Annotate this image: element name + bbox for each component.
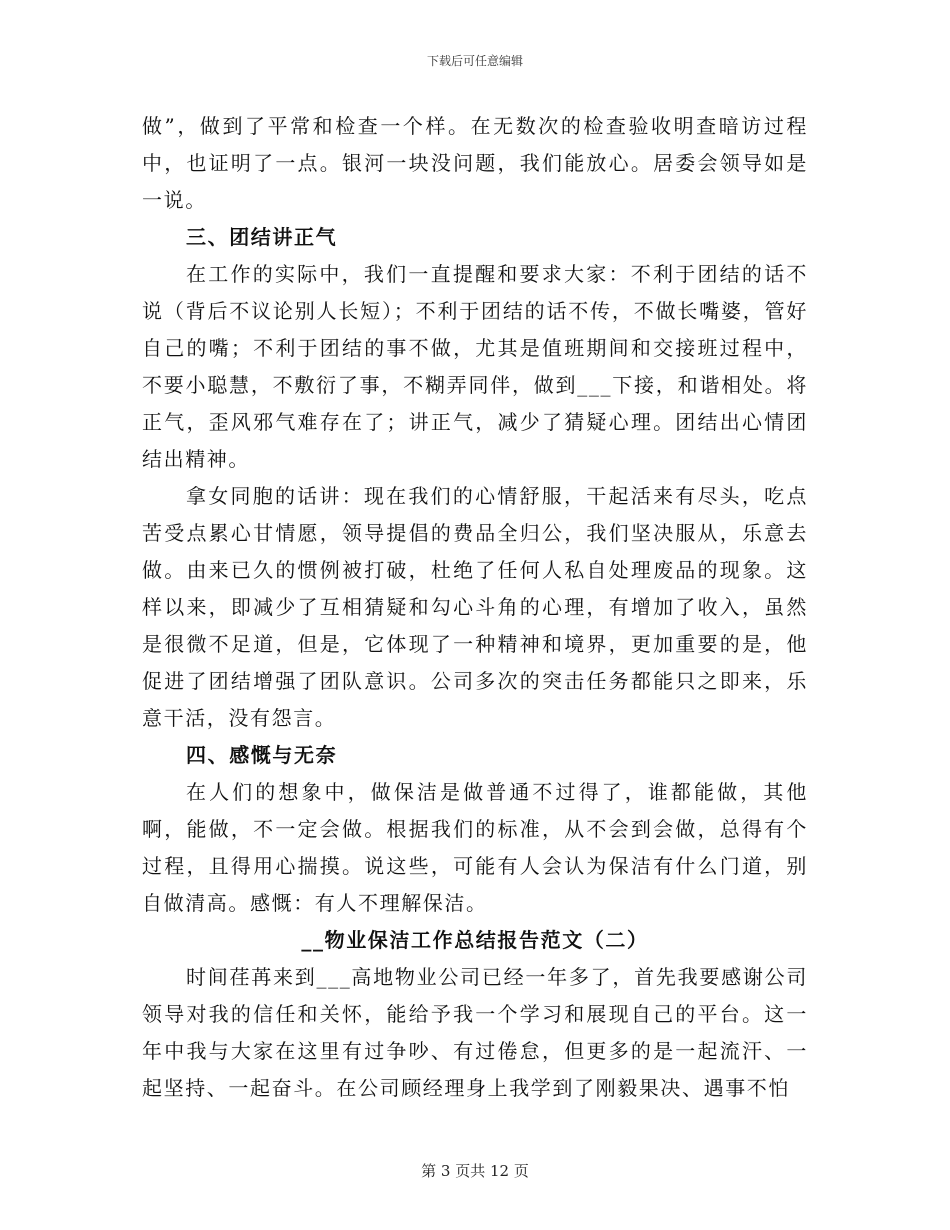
section-heading-reflection: 四、感慨与无奈 [186, 743, 338, 767]
paragraph-report-two-intro: 时间荏苒来到___高地物业公司已经一年多了，首先我要感谢公司领导对我的信任和关怀，能给予我一个学习和展现自己的平台。这一年中我与大家在这里有过争吵、有过倦怠，但更多的是一起流汗、一起坚持、一起奋斗。在公司顾经理身上我学到了刚毅果决、遇事不怕 [142, 965, 808, 1100]
paragraph-reflection: 在人们的想象中，做保洁是做普通不过得了，谁都能做，其他啊，能做，不一定会做。根据我们的标准，从不会到会做，总得有个过程，且得用心揣摸。说这些，可能有人会认为保洁有什么门道，别自做清高。感慨：有人不理解保洁。 [142, 780, 808, 915]
document-body [142, 108, 808, 1107]
page-number: 第 3 页共 12 页 [421, 1162, 529, 1180]
section-heading-unity: 三、团结讲正气 [186, 225, 338, 249]
page-header-note: 下载后可任意编辑 [426, 54, 523, 68]
paragraph-unity-practice: 在工作的实际中，我们一直提醒和要求大家：不利于团结的话不说（背后不议论别人长短）；不利于团结的话不传，不做长嘴婆，管好自己的嘴；不利于团结的事不做，尤其是值班期间和交接班过程中，不要小聪慧，不敷衍了事，不糊弄同伴，做到___下接，和谐相处。将正气，歪风邪气难存在了；讲正气，减少了猜疑心理。团结出心情团结出精神。 [142, 262, 808, 471]
document-section-title: __物业保洁工作总结报告范文（二） [301, 928, 649, 952]
paragraph-colleague-words: 拿女同胞的话讲：现在我们的心情舒服，干起活来有尽头，吃点苦受点累心甘情愿，领导提倡的费品全归公，我们坚决服从，乐意去做。由来已久的惯例被打破，杜绝了任何人私自处理废品的现象。这样以来，即减少了互相猜疑和勾心斗角的心理，有增加了收入，虽然是很微不足道，但是，它体现了一种精神和境界，更加重要的是，他促进了团结增强了团队意识。公司多次的突击任务都能只之即来，乐意干活，没有怨言。 [142, 484, 808, 730]
paragraph-continuation: 做”，做到了平常和检查一个样。在无数次的检查验收明查暗访过程中，也证明了一点。银河一块没问题，我们能放心。居委会领导如是一说。 [142, 114, 808, 212]
